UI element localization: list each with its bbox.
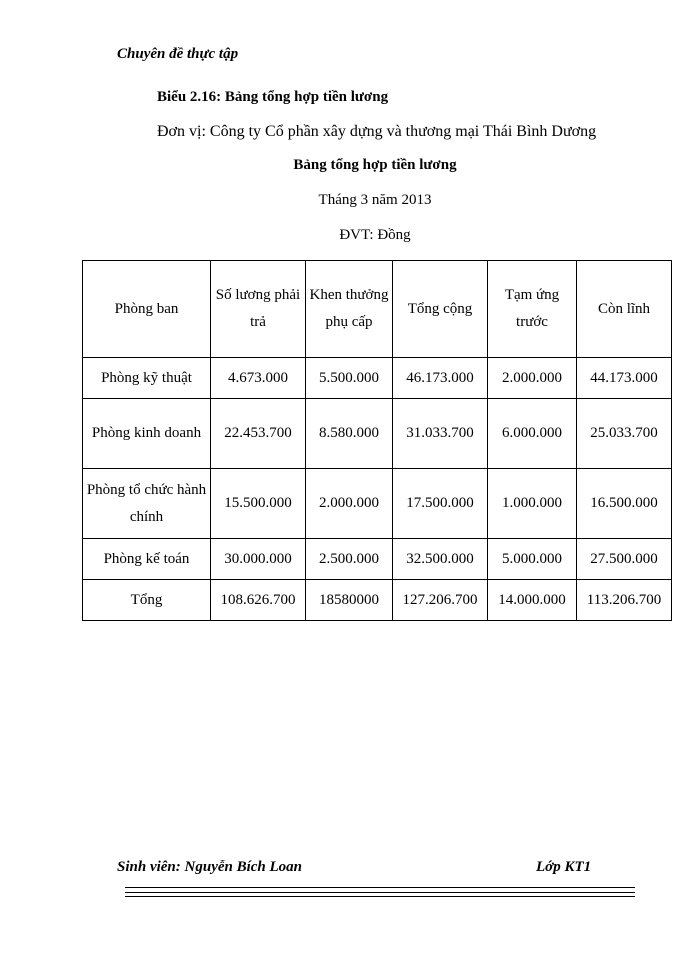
total-cell: 108.626.700 [211, 580, 306, 621]
table-row [83, 399, 672, 469]
total-cell: 14.000.000 [488, 580, 577, 621]
figure-caption: Biểu 2.16: Bảng tổng hợp tiền lương [157, 89, 389, 105]
value-cell: 6.000.000 [488, 399, 577, 469]
total-label-cell: Tổng [83, 580, 211, 621]
value-cell: 2.500.000 [306, 539, 393, 580]
column-header: Còn lĩnh [577, 261, 672, 358]
department-cell: Phòng kỹ thuật [83, 358, 211, 399]
column-header: Khen thưởng phụ cấp [306, 261, 393, 358]
value-cell: 2.000.000 [306, 469, 393, 539]
value-cell: 1.000.000 [488, 469, 577, 539]
table-row [83, 539, 672, 580]
table-title: Bảng tổng hợp tiền lương [293, 157, 457, 173]
value-cell: 16.500.000 [577, 469, 672, 539]
value-cell: 22.453.700 [211, 399, 306, 469]
table-row [83, 469, 672, 539]
value-cell: 15.500.000 [211, 469, 306, 539]
table-row [83, 358, 672, 399]
value-cell: 31.033.700 [393, 399, 488, 469]
value-cell: 17.500.000 [393, 469, 488, 539]
value-cell: 32.500.000 [393, 539, 488, 580]
value-cell: 27.500.000 [577, 539, 672, 580]
value-cell: 44.173.000 [577, 358, 672, 399]
total-cell: 18580000 [306, 580, 393, 621]
column-header: Tạm ứng trước [488, 261, 577, 358]
document-header: Chuyên đề thực tập [117, 46, 239, 62]
total-cell: 127.206.700 [393, 580, 488, 621]
table-total-row [83, 580, 672, 621]
column-header: Số lương phải trả [211, 261, 306, 358]
value-cell: 5.500.000 [306, 358, 393, 399]
organization-line: Đơn vị: Công ty Cổ phần xây dựng và thương mại Thái Bình Dương [157, 123, 597, 140]
total-cell: 113.206.700 [577, 580, 672, 621]
currency-unit: ĐVT: Đồng [339, 227, 411, 243]
footer-divider [125, 887, 635, 893]
student-name: Sinh viên: Nguyễn Bích Loan [117, 859, 303, 875]
department-cell: Phòng kế toán [83, 539, 211, 580]
value-cell: 5.000.000 [488, 539, 577, 580]
table-header-row [83, 261, 672, 358]
value-cell: 4.673.000 [211, 358, 306, 399]
value-cell: 25.033.700 [577, 399, 672, 469]
column-header: Phòng ban [83, 261, 211, 358]
value-cell: 8.580.000 [306, 399, 393, 469]
salary-summary-table [82, 260, 672, 621]
period-line: Tháng 3 năm 2013 [318, 192, 432, 208]
department-cell: Phòng kinh doanh [83, 399, 211, 469]
column-header: Tổng cộng [393, 261, 488, 358]
class-label: Lớp KT1 [536, 859, 592, 875]
value-cell: 2.000.000 [488, 358, 577, 399]
footer-divider-secondary [125, 896, 635, 897]
department-cell: Phòng tổ chức hành chính [83, 469, 211, 539]
value-cell: 46.173.000 [393, 358, 488, 399]
value-cell: 30.000.000 [211, 539, 306, 580]
